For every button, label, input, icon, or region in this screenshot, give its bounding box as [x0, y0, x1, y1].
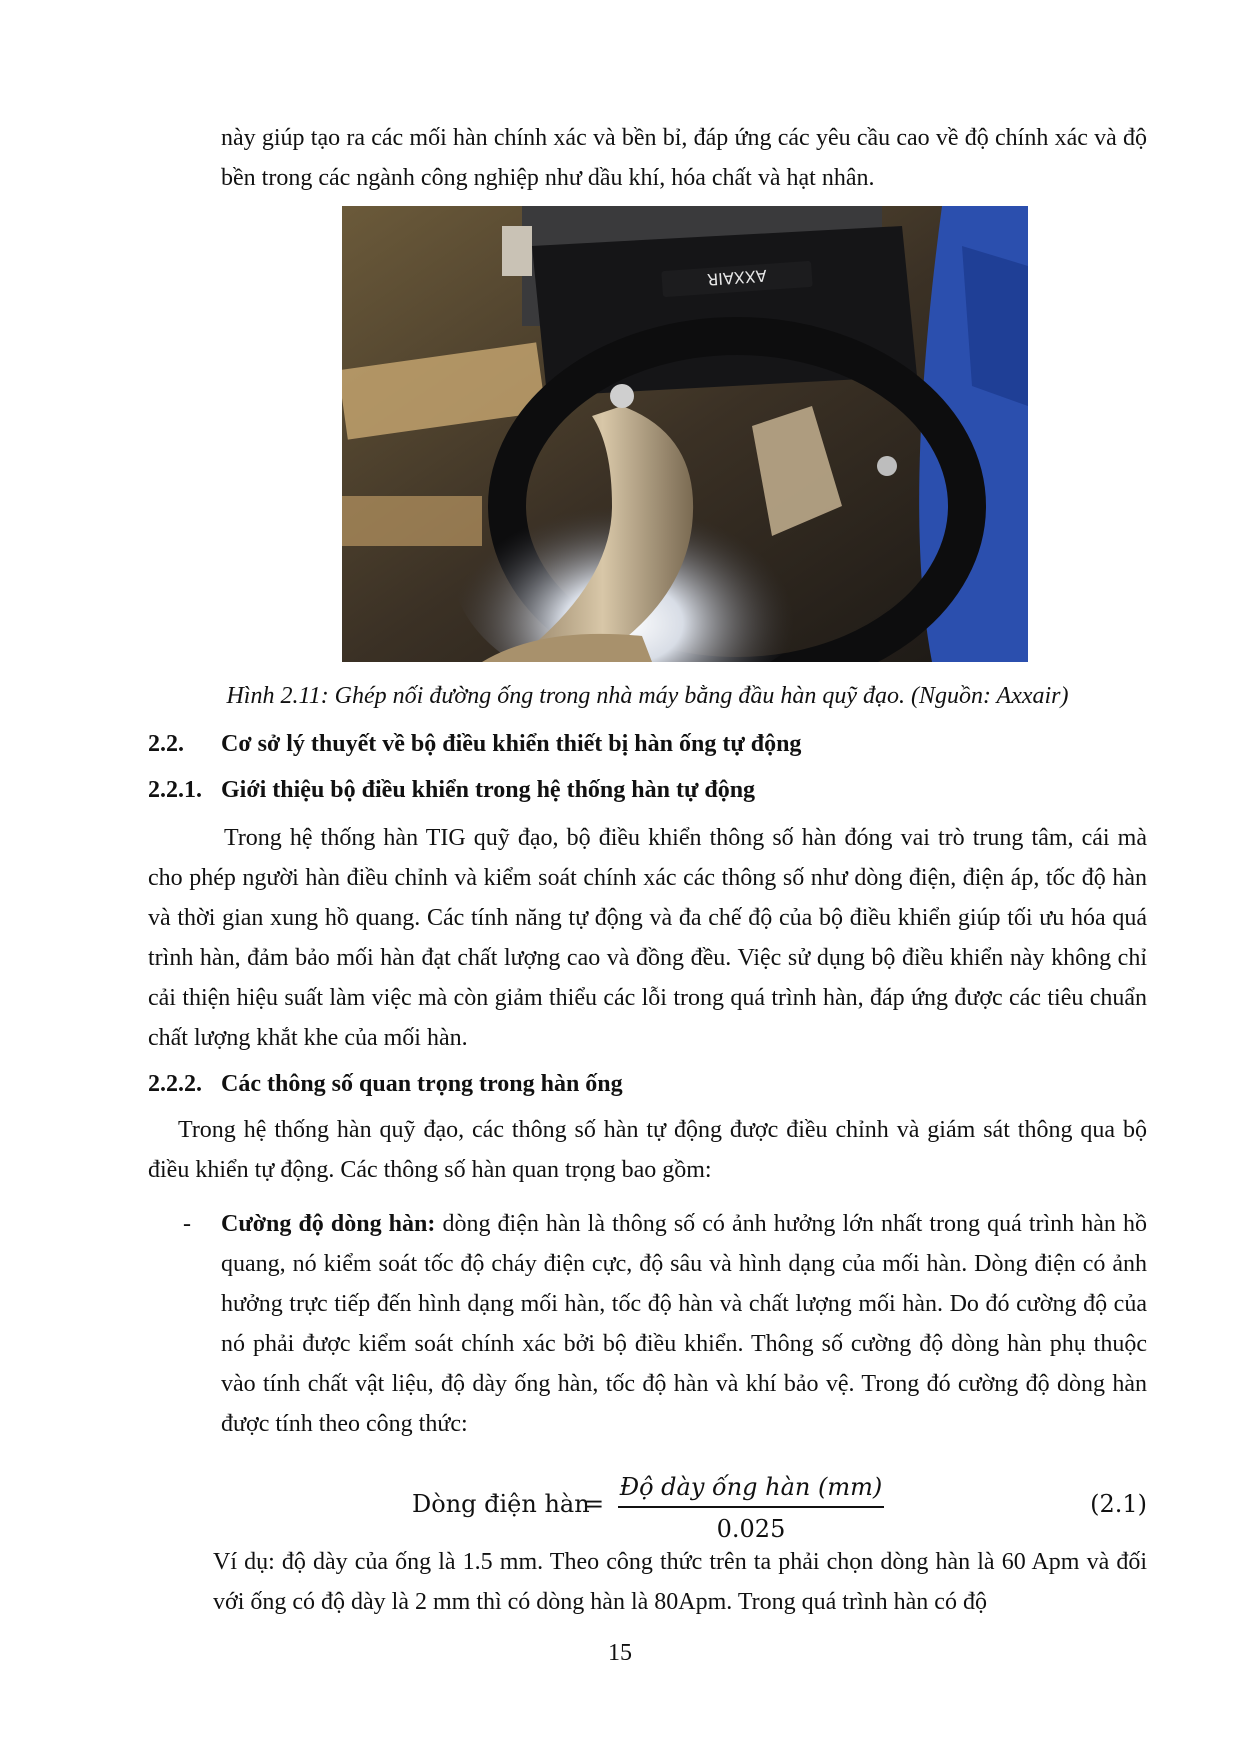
- section-title: Các thông số quan trọng trong hàn ống: [221, 1071, 623, 1097]
- bullet-marker: -: [183, 1211, 191, 1237]
- bullet-item-welding-current: [221, 1204, 1147, 1444]
- figure-orbital-welding-photo: [342, 206, 1028, 662]
- section-number: 2.2.: [148, 731, 184, 757]
- intro-continuation-paragraph: này giúp tạo ra các mối hàn chính xác và bền bỉ, đáp ứng các yêu cầu cao về độ chính xác và độ bền trong các ngành công nghiệp như dầu khí, hóa chất và hạt nhân.: [221, 125, 1147, 191]
- example-paragraph: Ví dụ: độ dày của ống là 1.5 mm. Theo công thức trên ta phải chọn dòng hàn là 60 Apm và đối với ống có độ dày là 2 mm thì có dòng hàn là 80Apm. Trong quá trình hàn có độ: [213, 1549, 1147, 1615]
- section-heading-2-2: [148, 724, 801, 764]
- section-number: 2.2.2.: [148, 1071, 202, 1097]
- brand-label: AXXAIR: [706, 265, 768, 290]
- formula-denominator: 0.025: [716, 1515, 786, 1543]
- page-number: 15: [608, 1640, 632, 1666]
- section-number: 2.2.1.: [148, 777, 202, 803]
- fraction-bar: [618, 1506, 884, 1508]
- section-title: Cơ sở lý thuyết về bộ điều khiển thiết bị hàn ống tự động: [221, 731, 802, 757]
- welding-photo-illustration: [342, 206, 1028, 662]
- section-heading-2-2-1: [148, 770, 755, 810]
- section-2-2-2-paragraph: Trong hệ thống hàn quỹ đạo, các thông số hàn tự động được điều chỉnh và giám sát thông qua bộ điều khiển tự động. Các thông số hàn quan trọng bao gồm:: [148, 1117, 1147, 1183]
- figure-caption: Hình 2.11: Ghép nối đường ống trong nhà máy bằng đầu hàn quỹ đạo. (Nguồn: Axxair): [226, 683, 1069, 709]
- formula-equals: =: [584, 1490, 605, 1518]
- formula-fraction: [618, 1470, 884, 1546]
- bullet-text: dòng điện hàn là thông số có ảnh hưởng lớn nhất trong quá trình hàn hồ quang, nó kiểm soát tốc độ cháy điện cực, độ sâu và hình dạng của mối hàn. Dòng điện có ảnh hưởng trực tiếp đến hình dạng mối hàn, tốc độ hàn và chất lượng mối hàn. Do đó cường độ của nó phải được kiểm soát chính xác bởi bộ điều khiển. Thông số cường độ dòng hàn phụ thuộc vào tính chất vật liệu, độ dày ống hàn, tốc độ hàn và khí bảo vệ. Trong đó cường độ dòng hàn được tính theo công thức:: [221, 1211, 1147, 1437]
- bullet-term: Cường độ dòng hàn:: [221, 1211, 436, 1237]
- formula-tag: (2.1): [1090, 1490, 1147, 1518]
- section-2-2-1-paragraph: Trong hệ thống hàn TIG quỹ đạo, bộ điều khiển thông số hàn đóng vai trò trung tâm, cái mà cho phép người hàn điều chỉnh và kiểm soát chính xác các thông số như dòng điện, điện áp, tốc độ hàn và thời gian xung hồ quang. Các tính năng tự động và đa chế độ của bộ điều khiển giúp tối ưu hóa quá trình hàn, đảm bảo mối hàn đạt chất lượng cao và đồng đều. Việc sử dụng bộ điều khiển này không chỉ cải thiện hiệu suất làm việc mà còn giảm thiểu các lỗi trong quá trình hàn, đáp ứng được các tiêu chuẩn chất lượng khắt khe của mối hàn.: [148, 825, 1147, 1051]
- formula-lhs: Dòng điện hàn: [412, 1490, 590, 1518]
- formula-numerator: Độ dày ống hàn (mm): [619, 1473, 883, 1501]
- section-title: Giới thiệu bộ điều khiển trong hệ thống hàn tự động: [221, 777, 756, 803]
- section-heading-2-2-2: [148, 1064, 623, 1104]
- formula-2-1: [148, 1470, 1147, 1546]
